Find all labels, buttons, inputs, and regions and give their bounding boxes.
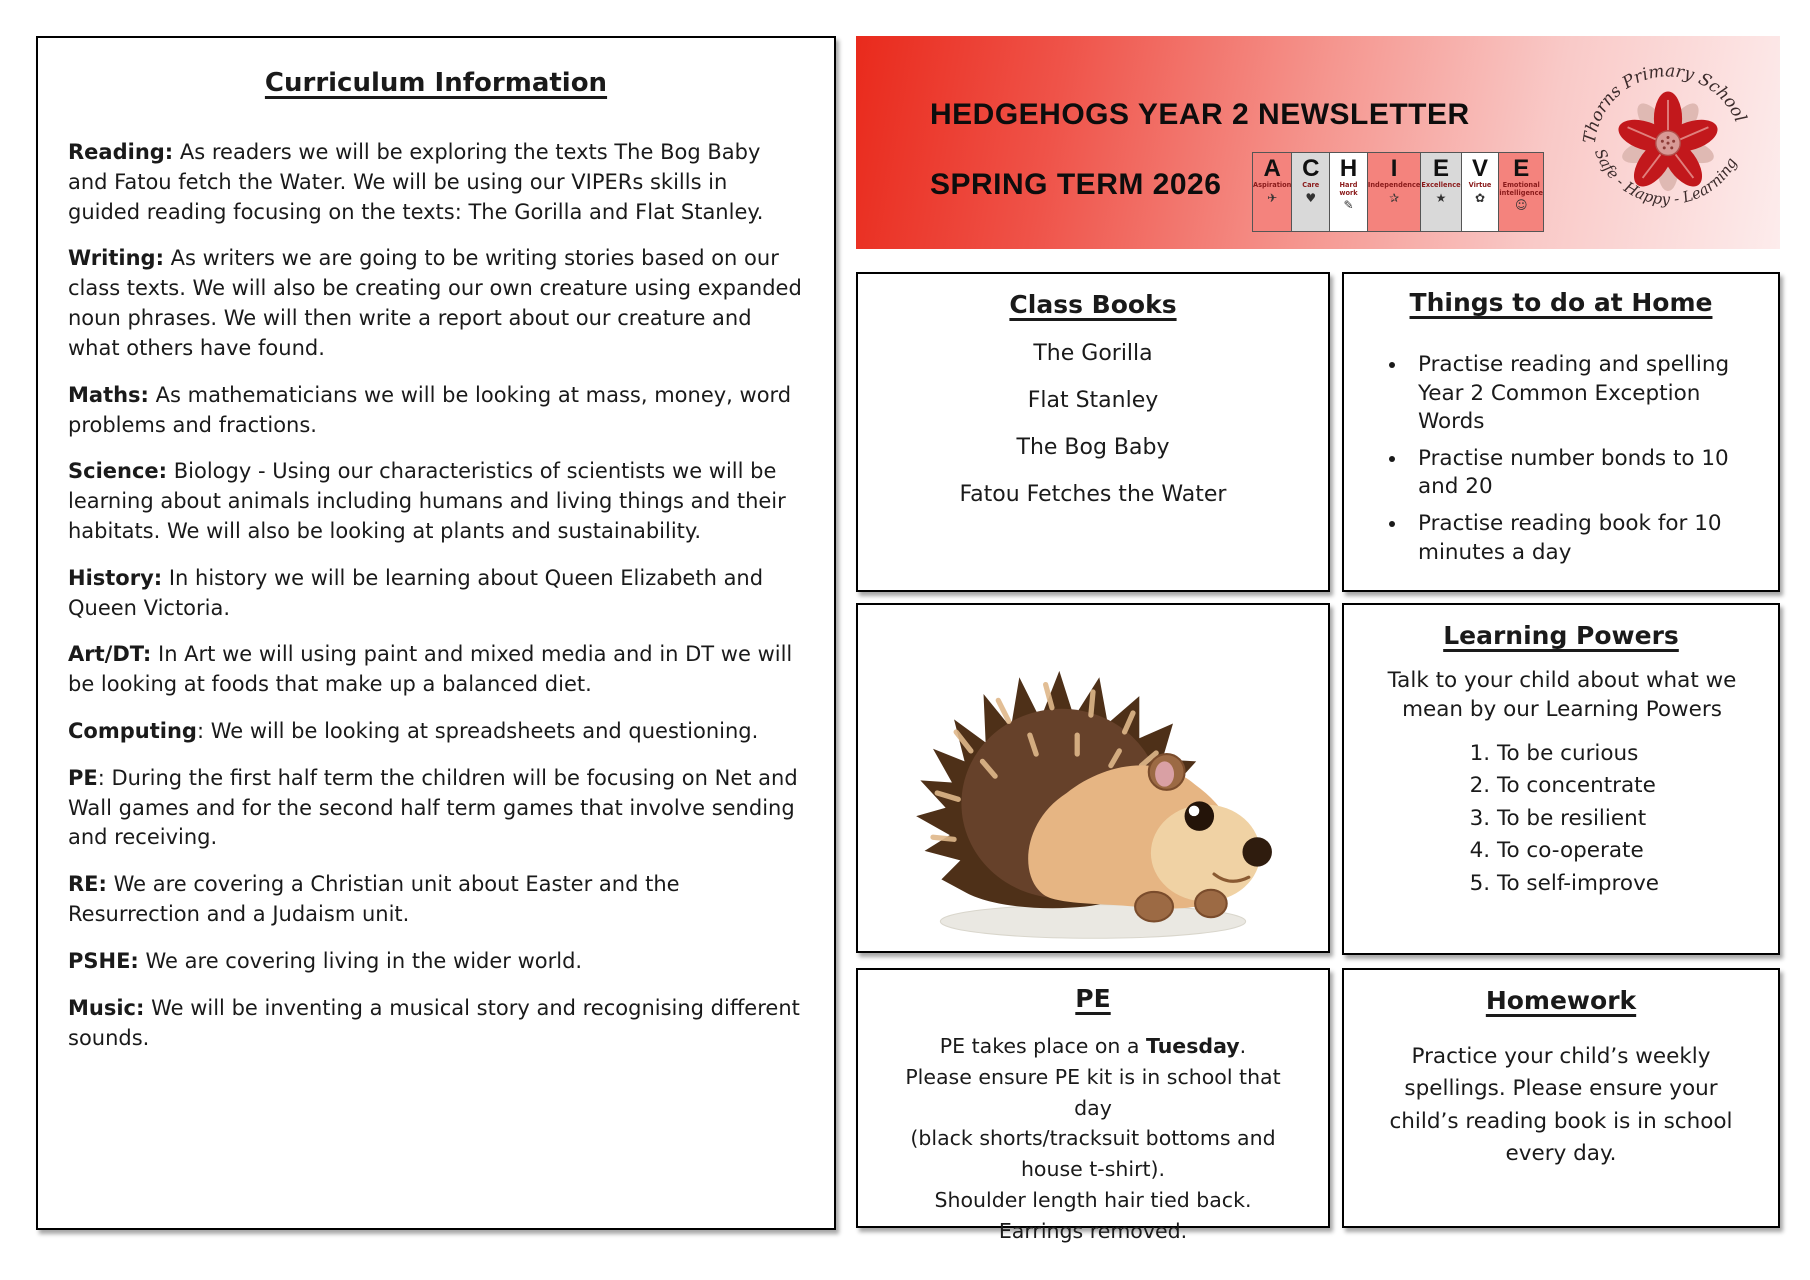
achieve-letter: E: [1513, 155, 1530, 182]
aspiration-icon: ✈: [1267, 190, 1278, 205]
independence-icon: ✰: [1389, 190, 1400, 205]
achieve-letter: H: [1339, 155, 1358, 182]
section-text: As mathematicians we will be looking at mass, money, word problems and fractions.: [68, 382, 792, 437]
things-home-item: • Practise reading book for 10 minutes a day: [1408, 510, 1754, 567]
emotional-intelligence-icon: ☺: [1514, 198, 1528, 213]
section-label: Reading:: [68, 140, 174, 164]
achieve-cell-care: [1292, 153, 1330, 231]
achieve-cell-aspiration: [1253, 153, 1292, 231]
curriculum-section-music: [68, 994, 804, 1054]
learning-power-item: 5. To self-improve: [1497, 870, 1659, 898]
pe-heading: PE: [1075, 984, 1111, 1013]
pe-line-3: (black shorts/tracksuit bottoms and house t-shirt).: [910, 1126, 1276, 1181]
achieve-cell-hard-work: [1330, 153, 1368, 231]
pe-line-5: Earrings removed.: [998, 1218, 1188, 1243]
learning-power-item: 3. To be resilient: [1497, 805, 1659, 833]
things-to-do-at-home-box: [1342, 272, 1780, 592]
curriculum-section-pe: [68, 764, 804, 853]
section-label: Writing:: [68, 246, 164, 271]
excellence-icon: ★: [1435, 190, 1447, 205]
curriculum-section-maths: [68, 381, 804, 441]
class-book-item: Fatou Fetches the Water: [959, 482, 1227, 507]
achieve-cell-excellence: [1421, 153, 1461, 231]
pe-line-4: Shoulder length hair tied back.: [934, 1187, 1252, 1212]
class-book-item: The Bog Baby: [1016, 435, 1170, 460]
pe-text: [892, 1031, 1294, 1246]
virtue-icon: ✿: [1474, 190, 1486, 205]
achieve-letter: C: [1302, 155, 1320, 182]
homework-box: [1342, 968, 1780, 1228]
section-text: We are covering living in the wider world.: [138, 948, 583, 973]
curriculum-section-artdt: [68, 640, 804, 700]
curriculum-section-writing: [68, 244, 804, 363]
achieve-word: Care: [1302, 181, 1320, 190]
learning-powers-list: [1463, 740, 1659, 902]
homework-text: Practice your child’s weekly spellings. Please ensure your child’s reading book is in school every day.: [1389, 1044, 1733, 1166]
section-text: : We will be looking at spreadsheets and questioning.: [196, 719, 759, 743]
achieve-letter: V: [1471, 155, 1488, 182]
learning-powers-box: [1342, 603, 1780, 955]
care-icon: ♥: [1305, 190, 1317, 205]
achieve-values-strip: [1252, 152, 1544, 232]
pe-day: Tuesday: [1145, 1034, 1240, 1058]
curriculum-section-pshe: [68, 947, 804, 977]
section-label: Music:: [68, 995, 145, 1020]
learning-powers-heading: Learning Powers: [1443, 621, 1679, 650]
newsletter-header-banner: [856, 36, 1780, 249]
achieve-cell-independence: [1368, 153, 1422, 231]
section-text: As writers we are going to be writing stories based on our class texts. We will also be creating our own creature using expanded noun phrases. We will then write a report about our creature and what others have found.: [68, 246, 802, 360]
learning-powers-intro: Talk to your child about what we mean by our Learning Powers: [1387, 668, 1737, 723]
learning-power-item: 4. To co-operate: [1497, 837, 1659, 865]
homework-heading: Homework: [1485, 986, 1637, 1015]
newsletter-term: SPRING TERM 2026: [930, 168, 1222, 201]
pe-box: [856, 968, 1330, 1243]
class-books-heading: Class Books: [1009, 290, 1177, 319]
curriculum-section-science: [68, 457, 804, 546]
learning-power-item: 2. To concentrate: [1497, 772, 1659, 800]
curriculum-body: [68, 138, 804, 1053]
achieve-word: Aspiration: [1253, 181, 1292, 190]
pe-line-2: Please ensure PE kit is in school that day: [905, 1064, 1281, 1120]
section-label: PSHE:: [68, 948, 139, 973]
section-label: RE:: [68, 872, 107, 897]
section-text: As readers we will be exploring the texts The Bog Baby and Fatou fetch the Water. We will be using our VIPERs skills in guided reading focusing on the texts: The Gorilla and Flat Stanley.: [68, 140, 764, 224]
pe-line1-pre: PE takes place on a: [939, 1034, 1146, 1058]
achieve-word: Independence: [1367, 181, 1421, 190]
curriculum-heading: Curriculum Information: [264, 68, 608, 98]
hard-work-icon: ✎: [1343, 198, 1354, 213]
section-text: Biology - Using our characteristics of scientists we will be learning about animals including humans and living things and their habitats. We will also be looking at plants and sustainability.: [68, 459, 786, 543]
things-home-item: • Practise reading and spelling Year 2 Common Exception Words: [1408, 351, 1754, 437]
curriculum-section-history: [68, 564, 804, 624]
hedgehog-illustration: [893, 635, 1293, 951]
newsletter-title: HEDGEHOGS YEAR 2 NEWSLETTER: [930, 98, 1470, 131]
logo-arc-bottom-text: Safe - Happy - Learning: [1590, 146, 1741, 209]
achieve-word: Virtue: [1468, 181, 1492, 190]
section-label: Art/DT:: [68, 642, 152, 667]
section-label: History:: [68, 565, 163, 590]
section-text: We are covering a Christian unit about Easter and the Resurrection and a Judaism unit.: [68, 872, 680, 927]
things-home-list: [1368, 351, 1754, 567]
things-home-heading: Things to do at Home: [1409, 288, 1713, 317]
achieve-word: Hard work: [1339, 181, 1358, 197]
section-label: Computing: [68, 719, 197, 743]
class-books-box: [856, 272, 1330, 592]
curriculum-section-re: [68, 870, 804, 930]
section-label: Science:: [68, 459, 168, 484]
hedgehog-image-box: [856, 603, 1330, 953]
school-logo: [1574, 52, 1762, 240]
achieve-word: Excellence: [1421, 181, 1461, 190]
section-label: Maths:: [68, 382, 149, 407]
curriculum-section-computing: [68, 717, 804, 747]
things-home-item: • Practise number bonds to 10 and 20: [1408, 445, 1754, 502]
section-label: PE: [68, 765, 98, 790]
achieve-letter: E: [1432, 155, 1449, 182]
achieve-cell-virtue: [1462, 153, 1500, 231]
curriculum-section-reading: [68, 138, 804, 227]
class-book-item: The Gorilla: [1033, 341, 1153, 366]
class-book-item: Flat Stanley: [1027, 388, 1159, 413]
pe-line1-post: .: [1239, 1034, 1247, 1058]
curriculum-panel: [36, 36, 836, 1230]
learning-power-item: 1. To be curious: [1497, 740, 1659, 768]
section-text: We will be inventing a musical story and recognising different sounds.: [68, 995, 800, 1050]
achieve-letter: I: [1390, 155, 1398, 182]
logo-arc-top-text: Thorns Primary School: [1578, 60, 1752, 145]
section-text: In Art we will using paint and mixed media and in DT we will be looking at foods that make up a balanced diet.: [68, 642, 793, 697]
section-text: In history we will be learning about Queen Elizabeth and Queen Victoria.: [68, 565, 764, 620]
achieve-letter: A: [1263, 155, 1281, 182]
achieve-word: Emotional intelligence: [1499, 181, 1544, 197]
achieve-cell-emotional-intelligence: [1499, 153, 1543, 231]
section-text: : During the first half term the children will be focusing on Net and Wall games and for the second half term games that involve sending and receiving.: [68, 765, 798, 850]
pe-line-1: [892, 1031, 1294, 1062]
